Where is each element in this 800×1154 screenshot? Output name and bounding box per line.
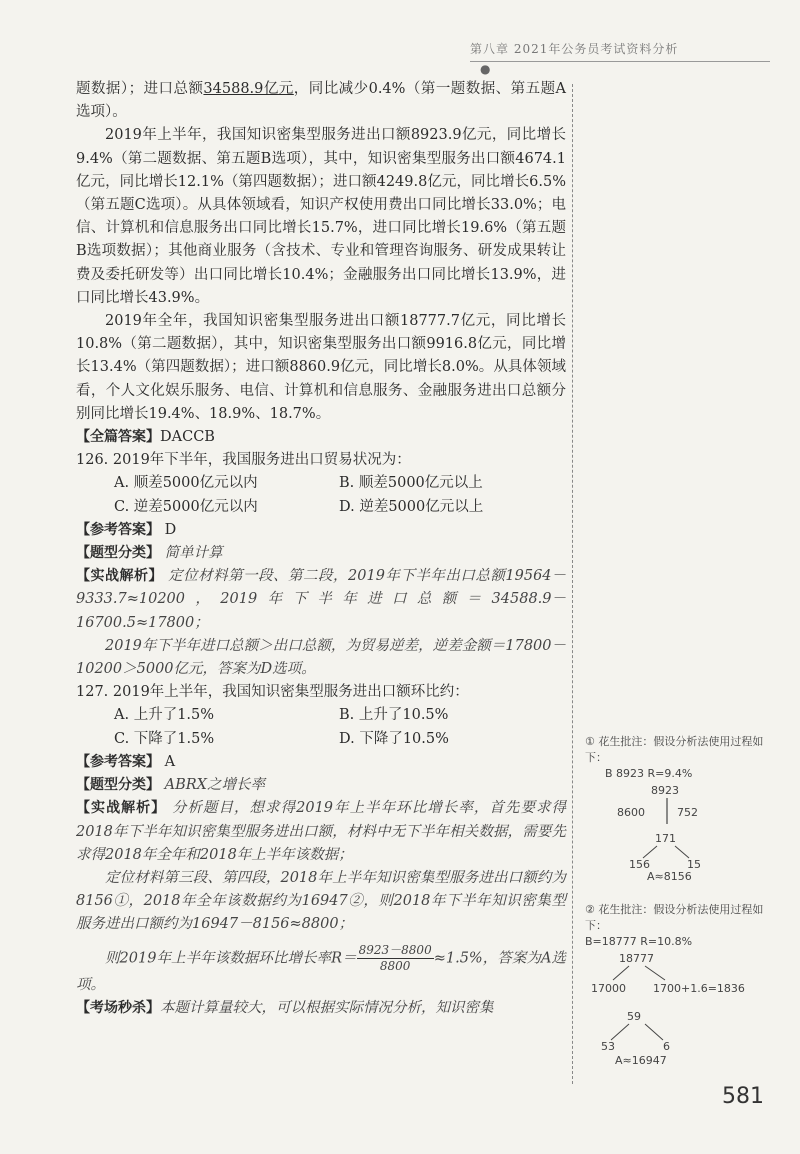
formula-fraction [357,943,434,974]
side2-edge-l2 [611,1024,629,1040]
all-answers-value: DACCB [160,429,215,446]
all-answers [76,426,566,449]
side1-edge-r [675,846,689,858]
margin-divider [572,84,573,1084]
q126-stem: 126. 2019年下半年，我国服务进出口贸易状况为： [76,452,411,469]
side1-edge-l [643,846,657,858]
q127-type-label: 【题型分类】 [76,777,160,794]
side2-node-3: 59 [627,1010,641,1023]
side1-title: ① 花生批注：假设分析法使用过程如下： [585,735,764,764]
q126-option-b: B. 顺差5000亿元以上 [339,475,483,492]
side2-edge-r [645,966,665,980]
side2-edge-l [613,966,629,980]
q126-type-value: 简单计算 [164,545,223,562]
q126-type [76,542,566,565]
q127-tip-text: 本题计算量较大，可以根据实际情况分析，知识密集 [160,999,494,1016]
side-note-1 [585,734,775,887]
fraction-denominator: 8800 [379,958,411,973]
fraction-numerator: 8923－8800 [358,942,432,957]
q127-ref [76,751,566,774]
para-continued [76,78,566,124]
side2-node-2: 1700+1.6=1836 [653,982,745,995]
side1-node-0: 8923 [651,784,679,797]
q127-option-a: A. 上升了1.5% [114,707,215,724]
para1-text-a: 题数据）；进口总额 [76,81,204,97]
q126-ref-label: 【参考答案】 [76,521,160,538]
running-header: 第八章 2021年公务员考试资料分析 [470,40,770,62]
page-number: 581 [722,1084,764,1109]
q127-ana1: 分析题目，想求得2019年上半年环比增长率，首先要求得2018年下半年知识密集型服务进出口额，材料中无下半年相关数据，需要先求得2018年全年和2018年上半年该数据； [76,800,567,863]
q127-option-d: D. 下降了10.5% [339,730,449,747]
para-full-2019: 2019年全年，我国知识密集型服务进出口额18777.7亿元，同比增长10.8%（第二题数据），其中，知识密集型服务出口额9916.8亿元，同比增长13.4%（第四题数据）；进口额8860.9亿元，同比增长8.0%。从具体领域看，个人文化娱乐服务、电信、计算机和信息服务、金融服务进出口总额分别同比增长19.4%、18.9%、18.7%。 [76,313,566,422]
q127-type [76,774,566,797]
side2-title: ② 花生批注：假设分析法使用过程如下： [585,903,764,932]
side2-node-1: 17000 [591,982,626,995]
q127-ana-label: 【实战解析】 [76,800,167,817]
q127-analysis [76,797,566,867]
q126-option-c: C. 逆差5000亿元以内 [114,498,258,515]
all-answers-label: 【全篇答案】 [76,429,160,446]
q127-ana3-pre: 则2019年上半年该数据环比增长率R＝ [105,950,357,967]
side2-node-5: 6 [663,1040,670,1053]
q127-ana3-post: ≈1.5%，答案为A选项。 [76,950,566,993]
side2-tree [585,950,775,1070]
header-dot: ● [480,62,491,76]
side1-node-2: 752 [677,806,698,819]
q126-type-label: 【题型分类】 [76,545,160,562]
para-h1-2019: 2019年上半年，我国知识密集型服务进出口额8923.9亿元，同比增长9.4%（第二题数据、第五题B选项），其中，知识密集型服务出口额4674.1亿元，同比增长12.1%（第四题数据）；进口额4249.8亿元，同比增长6.5%（第五题C选项）。从具体领域看，知识产权使用费出口同比增长33.0%；电信、计算机和信息服务出口同比增长15.7%，进口同比增长19.6%（第五题B选项数据）；其他商业服务（含技术、专业和管理咨询服务、研发成果转让费及委托研发等）出口同比增长10.4%；金融服务出口同比增长13.9%，进口同比增长43.9%。 [76,127,566,306]
q126-ref-value: D [164,521,177,538]
para1-text-b: 34588.9亿元 [203,81,294,97]
q127-type-value: ABRX之增长率 [164,777,265,794]
q126-analysis [76,565,566,635]
q126-analysis-2: 2019年下半年进口总额＞出口总额，为贸易逆差，逆差金额＝17800－10200＞5000亿元，答案为D选项。 [76,637,566,678]
q126-options [76,472,566,518]
side2-line: B=18777 R=10.8% [585,935,693,948]
q127-options [76,704,566,750]
side1-tree [585,782,775,882]
q126-ana1: 定位材料第一段、第二段，2019年下半年出口总额19564－9333.7≈10200，2019年下半年进口总额＝34588.9－16700.5≈17800； [76,568,567,631]
q126-option-d: D. 逆差5000亿元以上 [339,498,484,515]
side2-node-6: A≈16947 [615,1054,667,1067]
side2-edge-r2 [645,1024,663,1040]
q127-tip-label: 【考场秒杀】 [76,999,160,1016]
q127-tip [76,997,566,1020]
para1-text-c: ，同比减少0.4%（第一题数据、第五题A选项）。 [76,81,566,121]
q127-option-b: B. 上升了10.5% [339,707,449,724]
side1-node-1: 8600 [617,806,645,819]
q126-ana-label: 【实战解析】 [76,568,163,585]
side1-node-6: A≈8156 [647,870,692,882]
side2-node-0: 18777 [619,952,654,965]
main-column [76,78,566,1020]
side1-line: B 8923 R=9.4% [605,767,693,780]
side1-node-5: 15 [687,858,701,871]
side1-node-3: 171 [655,832,676,845]
q127-ref-value: A [164,753,176,770]
q127-analysis-3 [76,943,566,997]
q127-ref-label: 【参考答案】 [76,753,160,770]
q126-option-a: A. 顺差5000亿元以内 [114,475,258,492]
q127-analysis-2: 定位材料第三段、第四段，2018年上半年知识密集型服务进出口额约为8156①，2018年全年该数据约为16947②，则2018年下半年知识密集型服务进出口额约为16947－8156≈8800； [76,869,566,933]
side-note-2 [585,902,775,1075]
q126-ref [76,519,566,542]
q127-option-c: C. 下降了1.5% [114,730,215,747]
side1-node-4: 156 [629,858,650,871]
q127-stem: 127. 2019年上半年，我国知识密集型服务进出口额环比约： [76,684,469,701]
side2-node-4: 53 [601,1040,615,1053]
